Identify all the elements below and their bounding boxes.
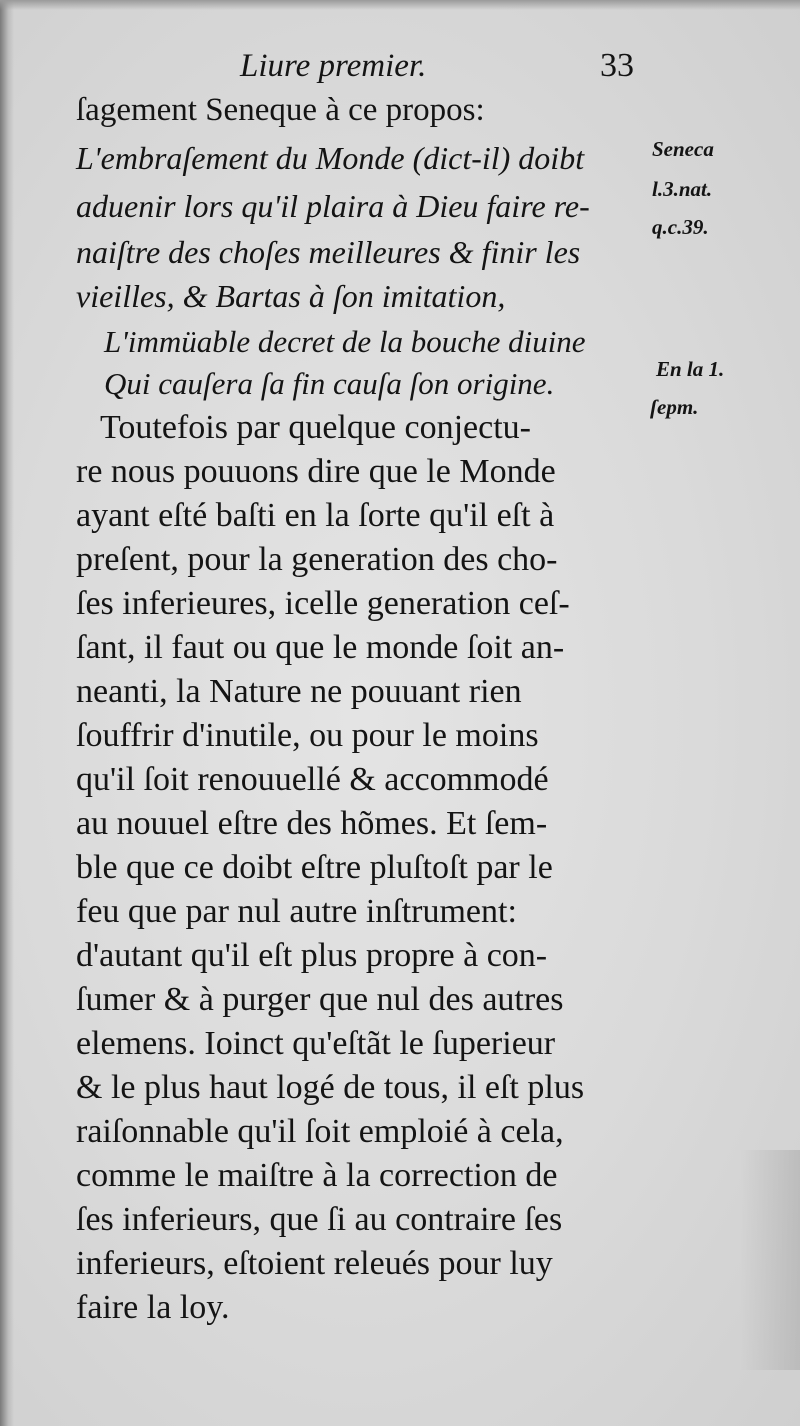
body-line: qu'il ſoit renouuellé & accommodé: [76, 761, 549, 798]
page-header: [0, 44, 800, 94]
body-line: ayant eſté baſti en la ſorte qu'il eſt à: [76, 497, 555, 534]
body-line: neanti, la Nature ne pouuant rien: [76, 673, 522, 710]
body-line: au nouuel eſtre des hõmes. Et ſem-: [76, 805, 548, 842]
body-line: re nous pouuons dire que le Monde: [76, 453, 556, 490]
running-head: Liure premier.: [240, 48, 427, 84]
page-number: 33: [600, 47, 634, 84]
margin-note: En la 1.: [656, 357, 725, 381]
body-line: feu que par nul autre inſtrument:: [76, 893, 517, 930]
text-line: vieilles, & Bartas à ſon imitation,: [76, 278, 506, 314]
body-line: ſes inferieures, icelle generation ceſ-: [76, 585, 570, 622]
margin-note: Seneca: [652, 137, 714, 161]
body-line: comme le maiſtre à la correction de: [76, 1157, 558, 1194]
page-edge-shadow: [0, 0, 14, 1426]
body-line: Toutefois par quelque conjectu-: [100, 409, 531, 446]
body-line: ſumer & à purger que nul des autres: [76, 981, 564, 1018]
text-line: naiſtre des choſes meilleures & finir les: [76, 234, 581, 270]
body-line: faire la loy.: [76, 1289, 230, 1326]
body-line: elemens. Ioinct qu'eſtãt le ſuperieur: [76, 1025, 556, 1062]
body-line: ſant, il faut ou que le monde ſoit an-: [76, 629, 565, 666]
body-line: & le plus haut logé de tous, il eſt plus: [76, 1069, 585, 1106]
body-line: ſes inferieurs, que ſi au contraire ſes: [76, 1201, 563, 1238]
text-line: L'embraſement du Monde (dict-il) doibt: [76, 140, 585, 176]
margin-note: l.3.nat.: [652, 177, 713, 201]
margin-note: ſepm.: [650, 395, 699, 419]
ink-bleed-through: [740, 1150, 800, 1370]
margin-note: q.c.39.: [652, 215, 709, 239]
body-line: d'autant qu'il eſt plus propre à con-: [76, 937, 548, 974]
body-line: ble que ce doibt eſtre pluſtoſt par le: [76, 849, 553, 886]
page-top-shadow: [0, 0, 800, 10]
text-line: ſagement Seneque à ce propos:: [76, 92, 485, 128]
body-line: preſent, pour la generation des cho-: [76, 541, 558, 578]
body-line: raiſonnable qu'il ſoit emploié à cela,: [76, 1113, 564, 1150]
text-line: aduenir lors qu'il plaira à Dieu faire re-: [76, 188, 590, 224]
verse-line: L'immüable decret de la bouche diuine: [104, 324, 586, 359]
verse-line: Qui cauſera ſa fin cauſa ſon origine.: [104, 366, 555, 401]
body-line: ſouffrir d'inutile, ou pour le moins: [76, 717, 539, 754]
body-line: inferieurs, eſtoient releués pour luy: [76, 1245, 553, 1282]
